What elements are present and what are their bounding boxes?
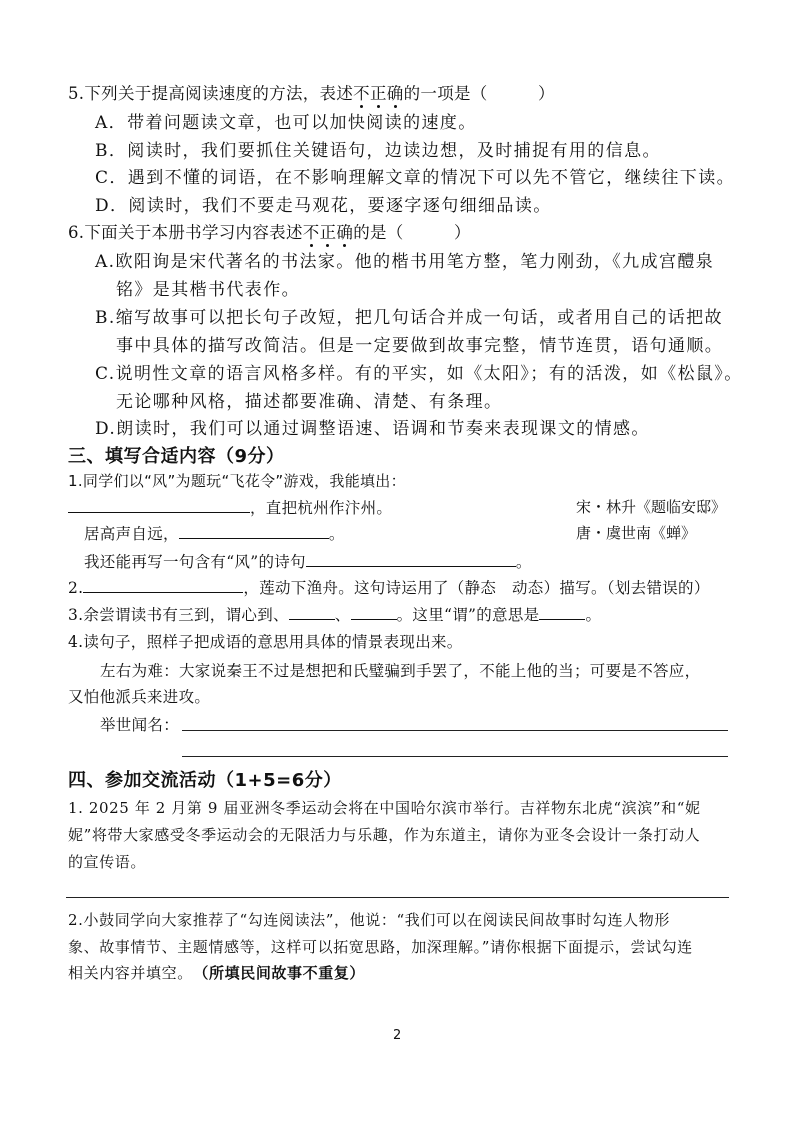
- s3-q1-line1-text: ，直把杭州作汴州。: [250, 499, 393, 517]
- answer-blank[interactable]: [179, 537, 329, 539]
- s3-q1-stem: 1.同学们以“风”为题玩“飞花令”游戏，我能填出：: [68, 472, 406, 490]
- answer-line[interactable]: [182, 730, 728, 731]
- s3-q2-num: 2.: [68, 579, 84, 597]
- s3-q4-example-line2: 又怕他派兵来进攻。: [68, 688, 211, 706]
- q6-stem: [68, 219, 471, 243]
- s4-q2-line3-text: 相关内容并填空。: [68, 964, 186, 982]
- s3-q1-line3-text: 我还能再写一句含有“风”的诗句: [84, 553, 306, 571]
- answer-blank[interactable]: [306, 565, 516, 567]
- section4-title: 四、参加交流活动（1+5=6分）: [68, 770, 342, 791]
- s4-q1-line1: 1. 2025 年 2 月第 9 届亚洲冬季运动会将在中国哈尔滨市举行。吉祥物东北虎“滨滨”和“妮: [68, 799, 701, 817]
- s3-q1-line1-source: 宋・林升《题临安邸》: [576, 498, 727, 516]
- s3-q4-stem: 4.读句子，照样子把成语的意思用具体的情景表现出来。: [68, 633, 463, 651]
- answer-blank[interactable]: [289, 618, 335, 620]
- q5-option-d: D．阅读时，我们不要走马观花，要逐字逐句细细品读。: [95, 196, 552, 216]
- s3-q1-line2-source: 唐・虞世南《蝉》: [576, 524, 697, 542]
- q5-emphasis: 不正确: [353, 84, 404, 103]
- s3-q1-line3: [84, 550, 532, 572]
- q6-stem-text: 6.下面关于本册书学习内容表述: [68, 223, 303, 242]
- q6-emphasis: 不正确: [302, 223, 354, 242]
- s4-q2-line1: 2.小鼓同学向大家推荐了“勾连阅读法”，他说：“我们可以在阅读民间故事时勾连人物形: [68, 911, 670, 929]
- s3-q2: [68, 576, 710, 598]
- q5-stem-text: 5.下列关于提高阅读速度的方法，表述: [68, 84, 354, 103]
- q6-option-c-line1: C.说明性文章的语言风格多样。有的平实，如《太阳》；有的活泼，如《松鼠》。: [95, 364, 743, 384]
- q6-option-b-line1: B.缩写故事可以把长句子改短，把几句话合并成一句话，或者用自己的话把故: [95, 308, 723, 328]
- s4-q2-note: （所填民间故事不重复）: [200, 964, 366, 982]
- answer-line[interactable]: [182, 756, 728, 757]
- s3-q1-line2: [84, 522, 345, 544]
- page-number: 2: [393, 1028, 402, 1043]
- s3-q4-example-line1: 左右为难：大家说秦王不过是想把和氏璧骗到手罢了，不能上他的当；可要是不答应，: [100, 662, 701, 680]
- section3-title: 三、填写合适内容（9分）: [68, 446, 285, 467]
- s4-q1-line2: 妮”将带大家感受冬季运动会的无限活力与乐趣，作为东道主，请你为亚冬会设计一条打动人: [68, 826, 701, 844]
- s3-q4-idiom: 举世闻名：: [100, 716, 180, 734]
- s4-q1-line3: 的宣传语。: [68, 853, 147, 871]
- answer-blank[interactable]: [68, 511, 250, 513]
- q6-option-a-line1: A.欧阳询是宋代著名的书法家。他的楷书用笔方整，笔力刚劲，《九成宫醴泉: [95, 252, 715, 272]
- q6-stem-tail: 的是（ ）: [353, 223, 471, 242]
- q6-option-c-line2: 无论哪种风格，描述都要准确、清楚、有条理。: [116, 392, 503, 412]
- answer-blank[interactable]: [83, 591, 243, 593]
- q5-option-c: C．遇到不懂的词语，在不影响理解文章的情况下可以先不管它，继续往下读。: [95, 168, 736, 188]
- q5-stem: [68, 80, 555, 104]
- s4-q2-line3: [68, 962, 365, 983]
- s3-q3-text: 3.余尝谓读书有三到，谓心到、: [68, 606, 289, 624]
- s4-q2-line2: 象、故事情节、主题情感等，这样可以拓宽思路，加深理解。”请你根据下面提示，尝试勾连: [68, 938, 693, 956]
- s3-q1-line2-end: 。: [328, 525, 345, 543]
- s3-q1-line1: [68, 496, 392, 518]
- q6-option-a-line2: 铭》是其楷书代表作。: [116, 280, 300, 300]
- q5-option-b: B．阅读时，我们要抓住关键语句，边读边想，及时捕捉有用的信息。: [95, 141, 661, 161]
- answer-blank[interactable]: [539, 618, 585, 620]
- s3-q1-line2-text: 居高声自远，: [84, 525, 179, 543]
- q6-option-b-line2: 事中具体的描写改简洁。但是一定要做到故事完整，情节连贯，语句通顺。: [116, 336, 724, 356]
- s3-q1-line3-end: 。: [515, 553, 532, 571]
- answer-line[interactable]: [66, 897, 729, 898]
- q5-stem-tail: 的一项是（ ）: [403, 84, 555, 103]
- s3-q3: [68, 603, 601, 625]
- answer-blank[interactable]: [351, 618, 397, 620]
- s3-q3-end: 。: [585, 606, 602, 624]
- s3-q3-text2: 。这里“谓”的意思是: [396, 606, 540, 624]
- s3-q3-sep: 、: [334, 606, 351, 624]
- q5-option-a: A．带着问题读文章，也可以加快阅读的速度。: [95, 113, 477, 133]
- s3-q2-text: ，莲动下渔舟。这句诗运用了（静态 动态）描写。（划去错误的）: [243, 579, 710, 597]
- q6-option-d: D.朗读时，我们可以通过调整语速、语调和节奏来表现课文的情感。: [95, 419, 650, 439]
